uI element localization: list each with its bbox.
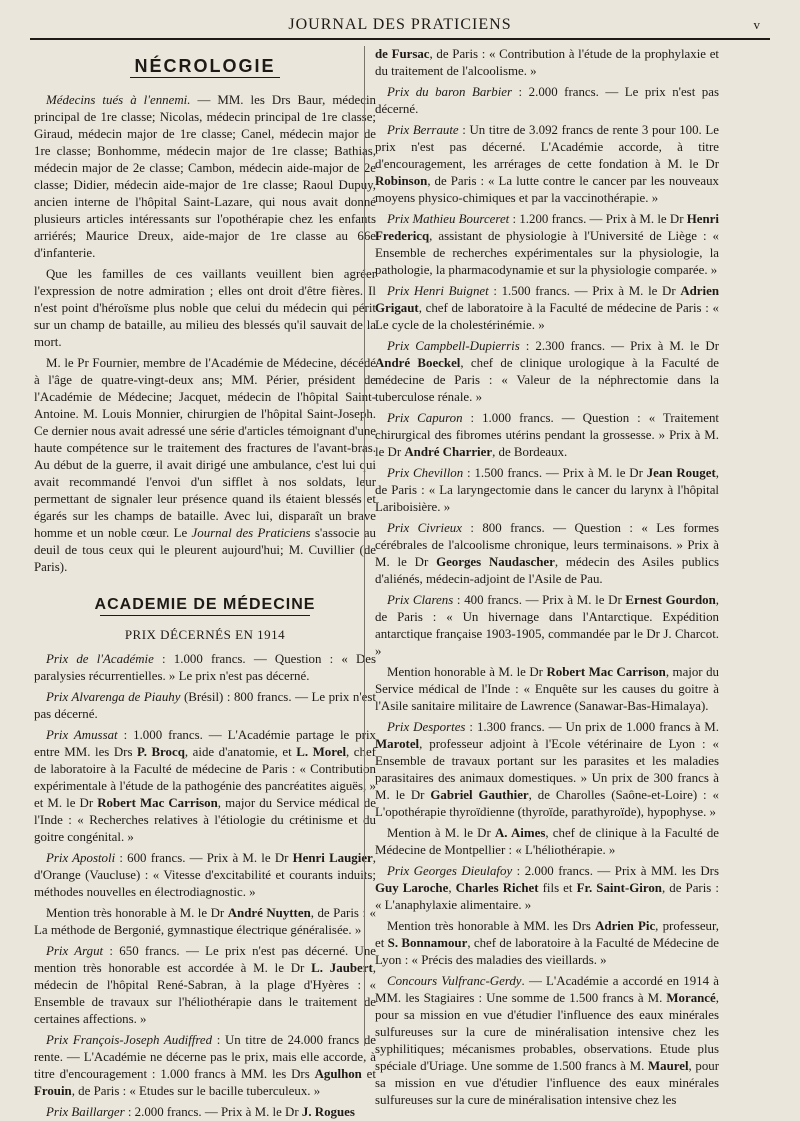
prize-entry — [375, 465, 719, 516]
text-run: , de Charolles (Saône-et-Loire) : « L'opothérapie thyroïdienne (thyroïde, parathyroïde), hypophyse. » — [375, 788, 719, 819]
text-run: , de Paris : « Contribution à l'étude de la prophylaxie et du traitement de l'alcoolisme. » — [375, 47, 720, 78]
text-run: Mention très honorable à MM. les Drs — [387, 919, 596, 933]
text-run: : 1.000 francs. — L'Académie partage le prix entre MM. les Drs — [34, 728, 376, 759]
necrologie-rule — [130, 77, 280, 78]
italic-title: Prix Desportes — [387, 720, 466, 734]
italic-title: Prix Amussat — [46, 728, 118, 742]
italic-title: Prix Chevillon — [387, 466, 464, 480]
prize-entry — [34, 850, 376, 901]
prize-entry — [375, 973, 719, 1109]
text-run: , d'Orange (Vaucluse) : « Vitesse d'excitabilité et courants induits; méthodes nouvelles en électrodiagnostic. » — [34, 851, 376, 899]
person-name: Gabriel Gauthier — [430, 788, 529, 802]
column-divider — [364, 46, 365, 1046]
person-name: Adrien Pic — [595, 919, 656, 933]
person-name: Agulhon — [314, 1067, 362, 1081]
text-run: : 2.000 francs. — Prix à MM. les Drs — [512, 864, 719, 878]
person-name: Marotel — [375, 737, 420, 751]
text-run: s'associe au deuil de tous ceux qui le pleurent aujourd'hui; M. Cuvillier (de Paris). — [34, 526, 376, 574]
italic-title: Prix Alvarenga de Piauhy — [46, 690, 181, 704]
text-run: : 600 francs. — Prix à M. le Dr — [115, 851, 293, 865]
paragraph — [34, 92, 376, 262]
text-run: : Un titre de 3.092 francs de rente 3 pour 100. Le prix n'est pas décerné. L'Académie accorde, à titre d'encouragement, les arrérages de cette fondation à M. le Dr — [375, 123, 719, 171]
necrologie-heading: NÉCROLOGIE — [134, 56, 276, 76]
prize-entry — [34, 689, 376, 723]
person-name: A. Aimes — [494, 826, 546, 840]
text-run: — MM. les Drs Baur, médecin principal de 1re classe; Nicolas, médecin principal de 1re classe; Giraud, médecin major de 1re classe; Canel, médecin major de 1re classe; Bonhomme, médecin major de 1re classe; Bathias, médecin major de 2e classe; Cambon, médecin aide-major de 2e classe; Didier, médecin aide-major de 1re classe; Raoul Dupuy, ancien interne de l'hôpital Saint-Lazare, qui nous avait donné plusieurs articles intéressants sur l'opothérapie chez les enfants arriérés; Maurice Dreux, aide-major de 1re classe au 66e d'infanterie. — [34, 93, 376, 260]
page-number: v — [753, 17, 760, 32]
text-run: , professeur adjoint à l'Ecole vétérinaire de Lyon : « Ensemble de travaux portant sur les parasites et les maladies parasitaires des animaux domestiques. » Un prix de 300 francs à M. le Dr — [375, 737, 719, 802]
italic-title: Prix Clarens — [387, 593, 454, 607]
text-run: Mention à M. le Dr — [387, 826, 495, 840]
text-run: , major du Service médical de l'Inde : « Recherches relatives à l'étiologie du crétinisme et du goitre congénital. » — [34, 796, 376, 844]
text-run: et — [361, 1067, 376, 1081]
prix-subheading: PRIX DÉCERNÉS EN 1914 — [124, 627, 286, 642]
prize-entry — [375, 918, 719, 969]
text-run: . — L'Académie a accordé en 1914 à MM. les Stagiaires : Une somme de 1.500 francs à M. — [375, 974, 719, 1005]
italic-title: Prix François-Joseph Audiffred — [46, 1033, 213, 1047]
text-run: , de Paris : « Etudes sur le bacille tuberculeux. » — [71, 1084, 321, 1098]
text-run: , aide d'anatomie, et — [184, 745, 297, 759]
italic-title: Prix Civrieux — [387, 521, 462, 535]
text-run: (Brésil) : 800 francs. — Le prix n'est pas décerné. — [34, 690, 376, 721]
text-run: , de Paris : « La méthode de Bergonié, gymnastique électrique généralisée. » — [34, 906, 376, 937]
person-name: Henri Laugier — [292, 851, 373, 865]
text-run: , assistant de physiologie à l'Université de Liège : « Ensemble de recherches expérimentales sur la physiologie, la pathologie, la pharmacodynamie et sur la physiologie comparée. » — [375, 229, 719, 277]
right-column — [375, 46, 720, 1107]
person-name: Fr. Saint-Giron — [576, 881, 662, 895]
text-run: , chef de laboratoire à la Faculté de médecine de Paris : « Contribution expérimentale à l'étude de la pathogénie des pancréatites aiguës, » et M. le Dr — [34, 745, 376, 810]
person-name: Ernest Gourdon — [625, 593, 716, 607]
person-name: J. Rogues — [301, 1105, 355, 1119]
prize-entry — [375, 46, 719, 80]
italic-title: Prix Apostoli — [46, 851, 116, 865]
person-name: P. Brocq — [137, 745, 185, 759]
text-run: Mention très honorable à M. le Dr — [46, 906, 228, 920]
italic-title: Prix Berraute — [387, 123, 459, 137]
text-run: , pour sa mission en vue d'étudier l'influence des eaux minérales sulfureuses sur la cure de minéralisation intensive chez les — [375, 1059, 720, 1107]
prize-entry — [375, 122, 719, 207]
italic-title: Concours Vulfranc-Gerdy — [387, 974, 522, 988]
person-name: Henri Fredericq — [375, 212, 719, 243]
prize-entry — [375, 84, 719, 118]
prize-entry — [34, 1104, 376, 1121]
text-run: : 1.000 francs. — Question : « Traitement chirurgical des fibromes utérins pendant la grossesse. » Prix à M. le Dr — [375, 411, 720, 459]
person-name: André Nuytten — [227, 906, 311, 920]
text-run: , de Paris : « La lutte contre le cancer par les nouveaux moyens physico-chimiques et par la vaccinothérapie. » — [375, 174, 719, 205]
text-run: , de Bordeaux. — [492, 445, 568, 459]
prize-entry — [375, 719, 719, 821]
italic-title: Prix Argut — [46, 944, 104, 958]
italic-title: Prix Campbell-Dupierris — [387, 339, 520, 353]
person-name: Robert Mac Carrison — [546, 665, 666, 679]
person-name: André Charrier — [404, 445, 493, 459]
text-run: : 1.500 francs. — Prix à M. le Dr — [463, 466, 647, 480]
text-run: , pour sa mission en vue d'étudier l'influence des eaux minérales sulfureuses sur la cure de minéralisation intensive chez les syphilitiques; mécanismes probables, observations. Etude plus spéciale d'Uriage. Une somme de 1.500 francs à M. — [375, 991, 719, 1073]
academie-heading: ACADEMIE DE MÉDECINE — [94, 596, 316, 613]
text-run: , médecin de l'hôpital René-Sabran, à la plage d'Hyères : « Ensemble de travaux sur l'héliothérapie dans le traitement de certaines affections. » — [34, 961, 377, 1026]
text-run: : 1.500 francs. — Prix à M. le Dr — [488, 284, 681, 298]
prize-entry — [375, 283, 719, 334]
person-name: Guy Laroche — [375, 881, 449, 895]
person-name: Morancé — [666, 991, 716, 1005]
paragraph — [34, 355, 376, 576]
italic-title: Prix Mathieu Bourceret — [387, 212, 510, 226]
text-run: , de Paris : « L'anaphylaxie alimentaire. » — [375, 881, 719, 912]
text-run: : 800 francs. — Question : « Les formes cérébrales de l'alcoolisme chronique, leurs terminaisons. » Prix à M. le Dr — [375, 521, 719, 569]
person-name: André Boeckel — [375, 356, 461, 370]
italic-title: Prix du baron Barbier — [387, 85, 513, 99]
italic-title: Prix Capuron — [387, 411, 463, 425]
text-run: : 1.200 francs. — Prix à M. le Dr — [509, 212, 687, 226]
text-run: , major du Service médical de l'Inde : « Enquête sur les causes du goitre à l'Asile sanitaire militaire de Lawrence (Sanawar-Bas-Himalaya). — [375, 665, 719, 713]
person-name: S. Bonnamour — [387, 936, 468, 950]
text-run: : 650 francs. — Le prix n'est pas décerné. Une mention très honorable est accordée à M. le Dr — [34, 944, 376, 975]
prize-entry — [375, 211, 719, 279]
left-column — [34, 46, 377, 1119]
person-name: Robinson — [375, 174, 428, 188]
prize-entry — [375, 664, 719, 715]
italic-title: Prix Henri Buignet — [387, 284, 489, 298]
italic-title: Prix Baillarger — [46, 1105, 125, 1119]
prize-entry — [375, 520, 719, 588]
person-name: Adrien Grigaut — [375, 284, 719, 315]
text-run: : 2.000 francs. — Prix à M. le Dr — [124, 1105, 302, 1119]
prize-entry — [34, 651, 376, 685]
prize-entry — [375, 825, 719, 859]
italic-title: Prix Georges Dieulafoy — [387, 864, 513, 878]
text-run: Que les familles de ces vaillants veuillent bien agréer l'expression de notre admiration ; elles ont droit d'être fières. Il n'est point d'héroïsme plus noble que celui du médecin qui périt sur un champ de bataille, au milieu des blessés qu'il sauvait de la mort. — [34, 267, 376, 349]
italic-title: Médecins tués à l'ennemi. — [46, 93, 191, 107]
paragraph — [34, 266, 376, 351]
text-run: , chef de clinique à la Faculté de Médecine de Montpellier : « L'héliothérapie. » — [375, 826, 719, 857]
text-run: , — [448, 881, 456, 895]
person-name: Maurel — [647, 1059, 689, 1073]
text-run: : 2.000 francs. — Le prix n'est pas décerné. — [375, 85, 719, 116]
text-run: , chef de laboratoire à la Faculté de Médecine de Lyon : « Précis des maladies des vieillards. » — [375, 936, 719, 967]
prize-entry — [375, 410, 719, 461]
person-name: Charles Richet — [455, 881, 539, 895]
text-run: : 1.300 francs. — Un prix de 1.000 francs à M. — [465, 720, 719, 734]
prize-entry — [375, 338, 719, 406]
text-run: , de Paris : « Un hivernage dans l'Antarctique. Expédition antarctique française 1903-1905, commandée par le Dr J. Charcot. » — [375, 593, 720, 658]
text-run: , professeur, et — [375, 919, 719, 950]
text-run: : 400 francs. — Prix à M. le Dr — [453, 593, 626, 607]
prize-entry — [375, 592, 719, 660]
italic-title: Prix de l'Académie — [46, 652, 154, 666]
academie-rule — [100, 615, 310, 616]
text-run: fils et — [538, 881, 577, 895]
text-run: , chef de clinique urologique à la Faculté de médecine de Paris : « Valeur de la néphrectomie dans la tuberculose rénale. » — [375, 356, 719, 404]
running-title: JOURNAL DES PRATICIENS — [288, 16, 512, 33]
page-header — [0, 0, 800, 44]
text-run: : 2.300 francs. — Prix à M. le Dr — [519, 339, 719, 353]
person-name: Robert Mac Carrison — [97, 796, 218, 810]
text-run: , médecin des Asiles publics d'aliénés, médecin-adjoint de l'Asile de Pau. — [375, 555, 719, 586]
person-name: de Fursac — [375, 47, 430, 61]
text-run: Mention honorable à M. le Dr — [387, 665, 547, 679]
prize-entry — [34, 943, 376, 1028]
text-run: : Un titre de 24.000 francs de rente. — L'Académie ne décerne pas le prix, mais elle accorde, à titre d'encouragement : 1.000 francs à MM. les Drs — [34, 1033, 376, 1081]
person-name: Georges Naudascher — [436, 555, 555, 569]
text-run: : 1.000 francs. — Question : « Des paralysies récurrentielles. » Le prix n'est pas décerné. — [34, 652, 376, 683]
text-run: , de Paris : « La laryngectomie dans le cancer du larynx à l'hôpital Lariboisière. » — [375, 466, 719, 514]
text-run: M. le Pr Fournier, membre de l'Académie de Médecine, décédé à l'âge de quatre-vingt-deux ans; MM. Périer, président de l'Académie de Médecine; Jacquet, médecin de l'hôpital Saint-Antoine. M. Louis Monnier, chirurgien de l'hôpital Saint-Joseph. Ce dernier nous avait adressé une série d'articles témoignant d'une haute compétence sur le traitement des fractures de l'avant-bras. Au début de la guerre, il avait dirigé une ambulance, c'est lui qui avait recommandé l'envoi d'un sifflet à nos soldats, leur permettant de signaler leur présence quand ils étaient blessés et égarés sur les champs de bataille. Avec lui, disparaît un brave homme et un noble cœur. Le — [34, 356, 376, 540]
italic-title: Journal des Praticiens — [191, 526, 311, 540]
person-name: L. Morel — [296, 745, 347, 759]
header-rule — [30, 38, 770, 40]
person-name: Jean Rouget — [646, 466, 716, 480]
text-run: , chef de laboratoire à la Faculté de médecine de Paris : « Le cycle de la cholestérinémie. » — [375, 301, 719, 332]
prize-entry — [34, 727, 376, 846]
prize-entry — [34, 1032, 376, 1100]
prize-entry — [375, 863, 719, 914]
person-name: L. Jaubert — [311, 961, 373, 975]
prize-entry — [34, 905, 376, 939]
person-name: Frouin — [34, 1084, 72, 1098]
